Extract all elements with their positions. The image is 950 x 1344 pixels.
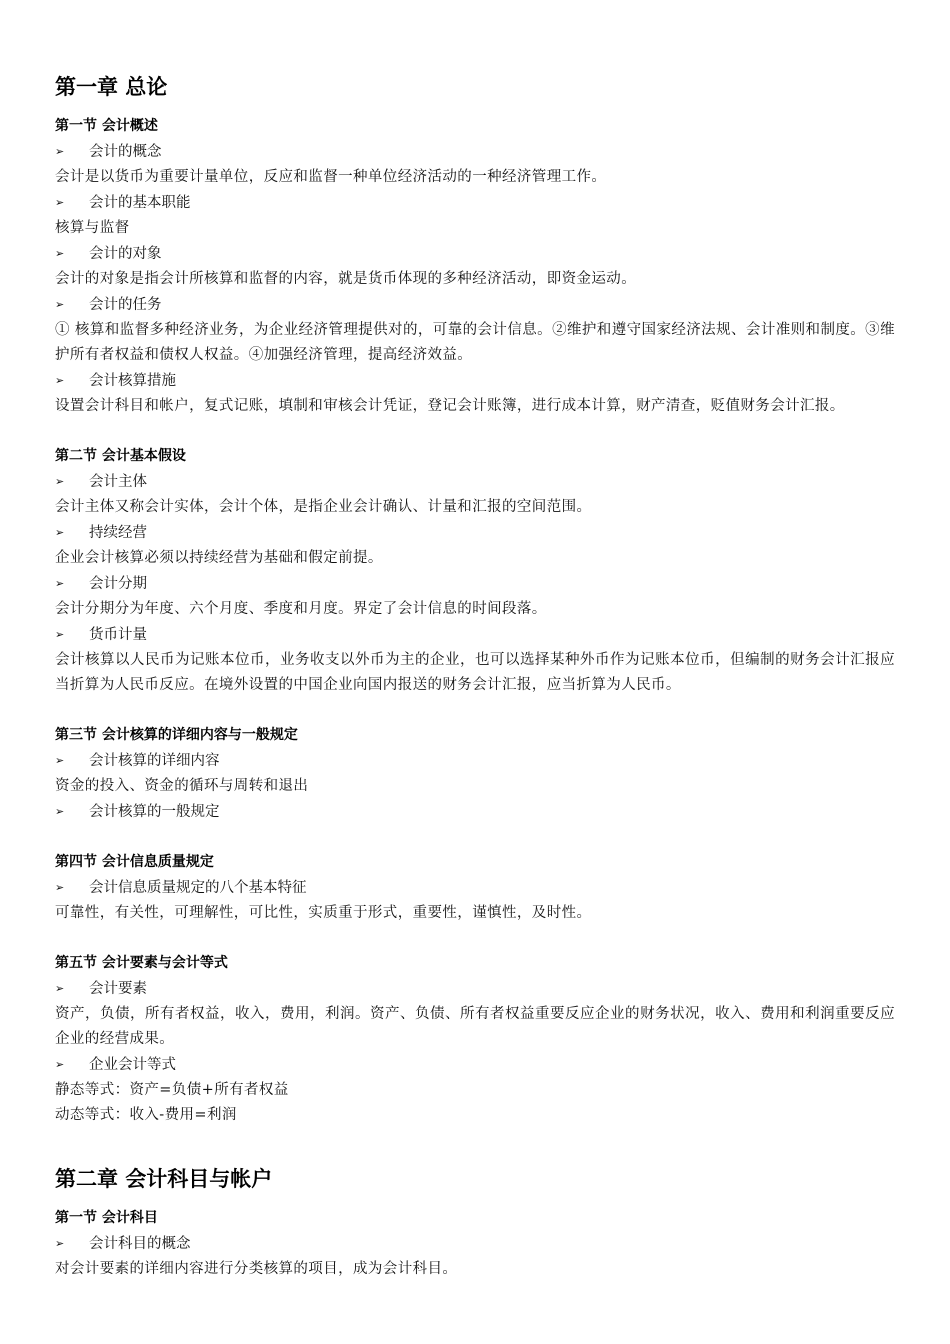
- bullet-label: 会计主体: [89, 474, 147, 490]
- chapter-title: 第二章 会计科目与帐户: [55, 1167, 273, 1191]
- document-body: [55, 72, 895, 1282]
- arrow-bullet-icon: ➢: [55, 982, 65, 995]
- paragraph: 会计是以货币为重要计量单位，反应和监督一种单位经济活动的一种经济管理工作。: [55, 169, 607, 185]
- bullet-label: 会计核算的一般规定: [89, 804, 220, 820]
- arrow-bullet-icon: ➢: [55, 1237, 65, 1250]
- bullet-item: [55, 241, 895, 267]
- bullet-label: 会计的概念: [89, 144, 162, 160]
- bullet-item: [55, 1231, 895, 1257]
- bullet-item: [55, 799, 895, 825]
- bullet-label: 持续经营: [89, 525, 147, 541]
- bullet-label: 会计要素: [89, 981, 147, 997]
- arrow-bullet-icon: ➢: [55, 805, 65, 818]
- paragraph: 设置会计科目和帐户，复式记账，填制和审核会计凭证，登记会计账簿，进行成本计算，财产清查，贬值财务会计汇报。: [55, 398, 845, 414]
- arrow-bullet-icon: ➢: [55, 754, 65, 767]
- arrow-bullet-icon: ➢: [55, 196, 65, 209]
- arrow-bullet-icon: ➢: [55, 475, 65, 488]
- arrow-bullet-icon: ➢: [55, 628, 65, 641]
- bullet-item: [55, 875, 895, 901]
- section-title: 第四节 会计信息质量规定: [55, 854, 214, 870]
- bullet-item: [55, 469, 895, 495]
- section-title: 第三节 会计核算的详细内容与一般规定: [55, 727, 298, 743]
- chapter-title: 第一章 总论: [55, 75, 168, 99]
- paragraph: 会计主体又称会计实体，会计个体，是指企业会计确认、计量和汇报的空间范围。: [55, 499, 592, 515]
- bullet-label: 会计核算的详细内容: [89, 753, 220, 769]
- section-title: 第一节 会计概述: [55, 118, 158, 134]
- bullet-item: [55, 520, 895, 546]
- bullet-label: 会计分期: [89, 576, 147, 592]
- equation-line: 静态等式：资产=负债+所有者权益: [55, 1082, 289, 1098]
- bullet-item: [55, 292, 895, 318]
- paragraph: 资产，负债，所有者权益，收入，费用，利润。资产、负债、所有者权益重要反应企业的财务状况，收入、费用和利润重要反应企业的经营成果。: [55, 1006, 895, 1047]
- arrow-bullet-icon: ➢: [55, 526, 65, 539]
- equation-line: 动态等式：收入-费用=利润: [55, 1107, 237, 1123]
- paragraph: 企业会计核算必须以持续经营为基础和假定前提。: [55, 550, 383, 566]
- section-title: 第五节 会计要素与会计等式: [55, 955, 228, 971]
- bullet-item: [55, 139, 895, 165]
- paragraph: 会计核算以人民币为记账本位币，业务收支以外币为主的企业，也可以选择某种外币作为记账本位币，但编制的财务会计汇报应当折算为人民币反应。在境外设置的中国企业向国内报送的财务会计汇报，应当折算为人民币。: [55, 652, 895, 693]
- bullet-label: 会计的任务: [89, 297, 162, 313]
- section-title: 第一节 会计科目: [55, 1210, 158, 1226]
- arrow-bullet-icon: ➢: [55, 577, 65, 590]
- bullet-label: 会计科目的概念: [89, 1236, 191, 1252]
- bullet-label: 会计核算措施: [89, 373, 176, 389]
- paragraph: 会计的对象是指会计所核算和监督的内容，就是货币体现的多种经济活动，即资金运动。: [55, 271, 637, 287]
- bullet-label: 货币计量: [89, 627, 147, 643]
- bullet-item: [55, 190, 895, 216]
- arrow-bullet-icon: ➢: [55, 247, 65, 260]
- arrow-bullet-icon: ➢: [55, 374, 65, 387]
- bullet-item: [55, 976, 895, 1002]
- bullet-label: 企业会计等式: [89, 1057, 176, 1073]
- paragraph: 对会计要素的详细内容进行分类核算的项目，成为会计科目。: [55, 1261, 458, 1277]
- bullet-item: [55, 1052, 895, 1078]
- section-title: 第二节 会计基本假设: [55, 448, 186, 464]
- paragraph: ① 核算和监督多种经济业务，为企业经济管理提供对的，可靠的会计信息。②维护和遵守国家经济法规、会计准则和制度。③维护所有者权益和债权人权益。④加强经济管理，提高经济效益。: [55, 322, 895, 363]
- arrow-bullet-icon: ➢: [55, 1058, 65, 1071]
- bullet-item: [55, 571, 895, 597]
- bullet-item: [55, 622, 895, 648]
- arrow-bullet-icon: ➢: [55, 881, 65, 894]
- bullet-item: [55, 748, 895, 774]
- bullet-item: [55, 368, 895, 394]
- arrow-bullet-icon: ➢: [55, 298, 65, 311]
- paragraph: 可靠性，有关性，可理解性，可比性，实质重于形式，重要性，谨慎性，及时性。: [55, 905, 592, 921]
- paragraph: 资金的投入、资金的循环与周转和退出: [55, 778, 309, 794]
- paragraph: 核算与监督: [55, 220, 130, 236]
- paragraph: 会计分期分为年度、六个月度、季度和月度。界定了会计信息的时间段落。: [55, 601, 547, 617]
- bullet-label: 会计的对象: [89, 246, 162, 262]
- bullet-label: 会计信息质量规定的八个基本特征: [89, 880, 307, 896]
- arrow-bullet-icon: ➢: [55, 145, 65, 158]
- bullet-label: 会计的基本职能: [89, 195, 191, 211]
